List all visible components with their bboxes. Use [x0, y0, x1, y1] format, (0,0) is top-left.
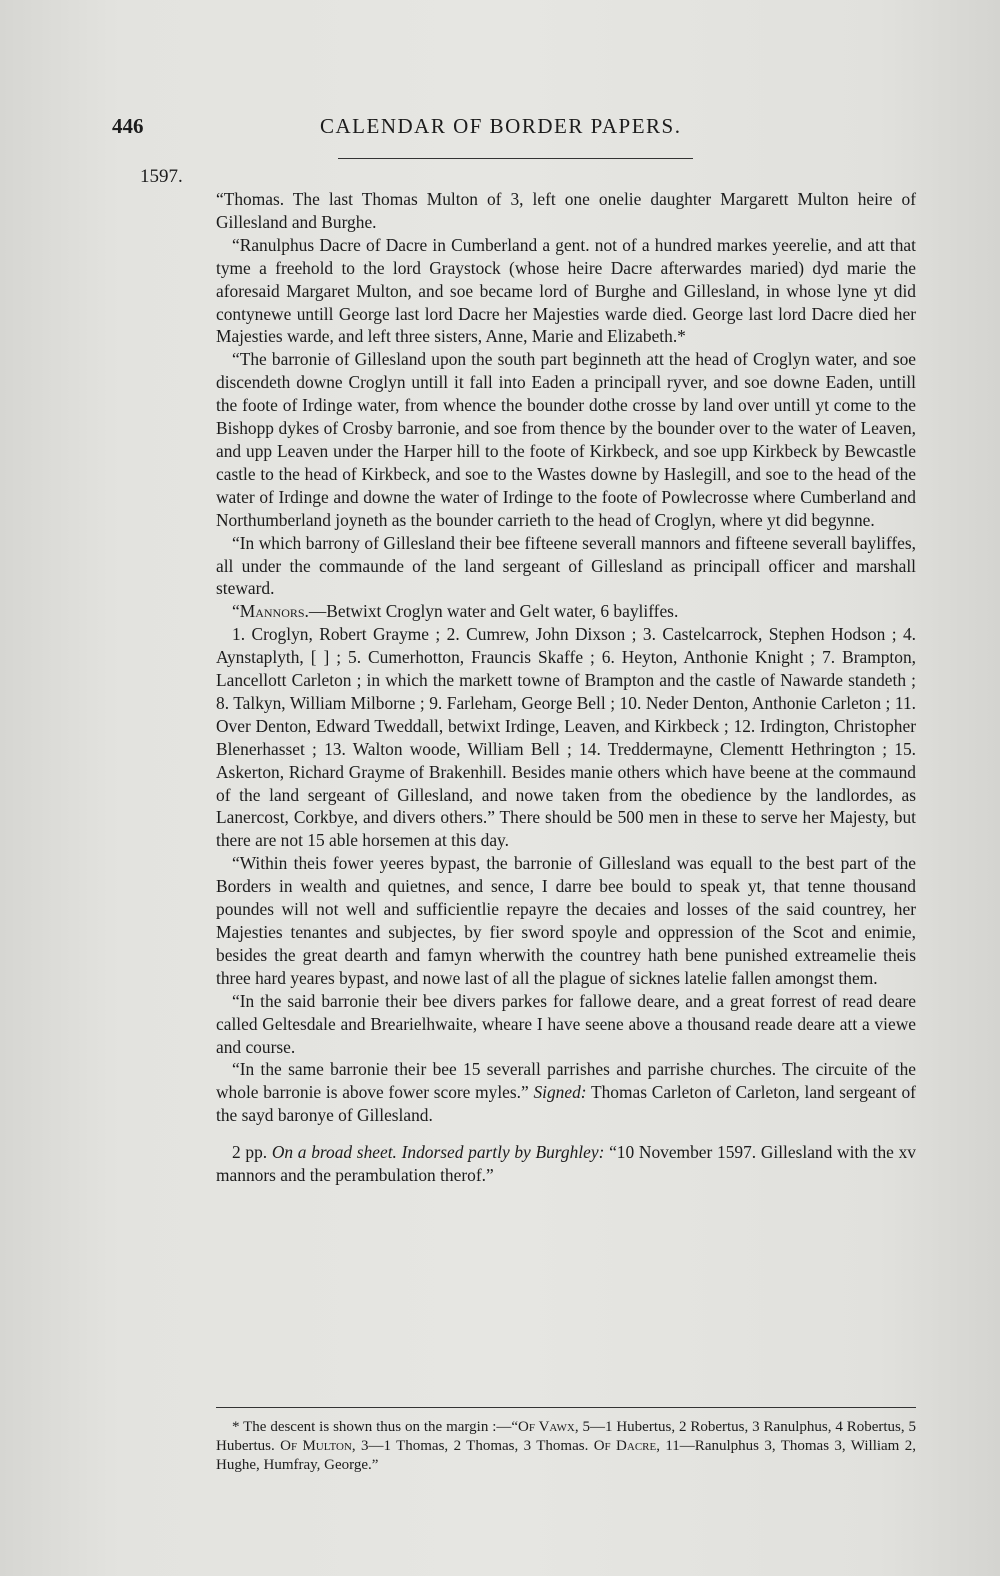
footnote-vawx-label: Of Vawx: [518, 1419, 575, 1435]
footnote-multon-label: Of Multon: [280, 1438, 352, 1454]
paragraph-barronie-bounds: “The barronie of Gillesland upon the south part beginneth att the head of Croglyn water, and soe discendeth downe Croglyn untill it fall into Eaden a principall ryver, and soe downe Eaden, untill the foote of Irdinge water, from whence the bounder dothe crosse by land over untill yt come to the Bishopp dykes of Crosby barronie, and soe from thence by the bounder over to the water of Leaven, and upp Leaven under the Harper hill to the foote of Kirkbeck, and soe upp Kirkbeck by Bewcastle castle to the head of Kirkbeck, and soe to the Wastes downe by Haslegill, and soe to the head of the water of Irdinge and downe the water of Irdinge to the foote of Powlecrosse where Cumberland and Northumberland joyneth as the bounder carrieth to the head of Croglyn, where yt did begynne.: [216, 349, 916, 530]
paragraph-wealth: “Within theis fower yeeres bypast, the barronie of Gillesland was equall to the best part of the Borders in wealth and quietnes, and sence, I darre bee bould to speak yt, that tenne thousand poundes will not well and sufficientlie repayre the decaies and losses of the said countrey, her Majesties tenantes and subjectes, by fier sword spoyle and oppression of the Scot and enimie, besides the great dearth and famyn wherwith the countrey hath bene punished extreamelie theis three hard yeares bypast, and nowe last of all the plague of sicknes latelie fallen amongst them.: [216, 853, 916, 988]
footnote-rule: [216, 1407, 916, 1408]
document-body: [216, 188, 916, 1187]
signature: Thomas Carleton of Carleton, land sergeant of the sayd baronye of Gillesland.: [216, 1082, 916, 1126]
year-marker: 1597.: [140, 166, 183, 187]
paragraph-thomas: “Thomas. The last Thomas Multon of 3, left one onelie daughter Margarett Multon heire of Gillesland and Burghe.: [216, 189, 916, 232]
signed-label: Signed:: [533, 1082, 587, 1103]
footnote-vawx-text: , 5—1 Hubertus, 2 Robertus, 3 Ranulphus, 4 Robertus, 5 Hubertus.: [216, 1419, 917, 1454]
paragraph-forrest: “In the said barronie their bee divers parkes for fallowe deare, and a great forrest of read deare called Geltesdale and Brearielhwaite, wheare I have seene above a thousand reade deare att a viewe and course.: [216, 990, 916, 1057]
paragraph-mannors-heading: “Mannors.—Betwixt Croglyn water and Gelt water, 6 bayliffes.: [232, 601, 679, 622]
endorsement-indorsed: Indorsed partly by Burghley:: [401, 1142, 605, 1163]
footnote-multon-text: , 3—1 Thomas, 2 Thomas, 3 Thomas.: [351, 1438, 594, 1454]
paragraph-mannors-list: 1. Croglyn, Robert Grayme ; 2. Cumrew, John Dixson ; 3. Castelcarrock, Stephen Hodson ; 4. Aynstaplyth, [ ] ; 5. Cumerhotton, Frauncis Skaffe ; 6. Heyton, Anthonie Knight ; 7. Brampton, Lancellott Carleton ; in which the markett towne of Brampton and the castle of Nawarde standeth ; 8. Talkyn, William Milborne ; 9. Farleham, George Bell ; 10. Neder Denton, Anthonie Carleton ; 11. Over Denton, Edward Tweddall, betwixt Irdinge, Leaven, and Kirkbeck ; 12. Irdington, Christopher Blenerhasset ; 13. Walton woode, William Bell ; 14. Treddermayne, Clementt Hethrington ; 15. Askerton, Richard Grayme of Brakenhill. Besides manie others which have beene at the commaund of the land sergeant of Gillesland, and nowe taken from the obedience by the landlordes, as Lanercost, Corkbye, and divers others.” There should be 500 men in these to serve her Majesty, but there are not 15 able horsemen at this day.: [216, 624, 916, 851]
footnote-intro: * The descent is shown thus on the margin :—“: [232, 1419, 519, 1435]
page-number: 446: [112, 114, 144, 138]
endorsement: [216, 1141, 916, 1187]
mannors-label: Mannors.: [239, 601, 309, 622]
footnote-text: [216, 1418, 916, 1475]
paragraph-ranulphus: “Ranulphus Dacre of Dacre in Cumberland a gent. not of a hundred markes yeerelie, and att that tyme a freehold to the lord Graystock (whose heire Dacre afterwardes maried) dyd marie the aforesaid Margaret Multon, and soe became lord of Burghe and Gillesland, in whose lyne yt did contynewe untill George last lord Dacre her Majesties warde died. George last lord Dacre died her Majesties warde, and left three sisters, Anne, Marie and Elizabeth.*: [216, 234, 916, 347]
footnote: [216, 1418, 916, 1475]
endorsement-sheet: On a broad sheet.: [271, 1142, 397, 1163]
mannors-text: —Betwixt Croglyn water and Gelt water, 6 bayliffes.: [308, 601, 679, 622]
footnote-dacre-label: Of Dacre: [593, 1438, 657, 1454]
paragraph-closing: [216, 1058, 916, 1127]
page-header: [112, 114, 912, 144]
endorsement-pages: 2 pp.: [232, 1142, 268, 1163]
title-rule: [338, 158, 693, 159]
paragraph-mannors-intro: “In which barrony of Gillesland their bee fifteene severall mannors and fifteene severall bayliffes, all under the commaunde of the land sergeant of Gillesland as principall officer and marshall steward.: [216, 532, 916, 599]
footnote-dacre-text: , 11—Ranulphus 3, Thomas 3, William 2, Hughe, Humfray, George.”: [216, 1438, 916, 1473]
endorsement-text: “10 November 1597. Gillesland with the xv mannors and the perambulation therof.”: [216, 1142, 916, 1186]
closing-text: “In the same barronie their bee 15 severall parrishes and parrishe churches. The circuite of the whole barronie is above fower score myles.”: [216, 1059, 916, 1103]
running-title: CALENDAR OF BORDER PAPERS.: [320, 114, 682, 138]
